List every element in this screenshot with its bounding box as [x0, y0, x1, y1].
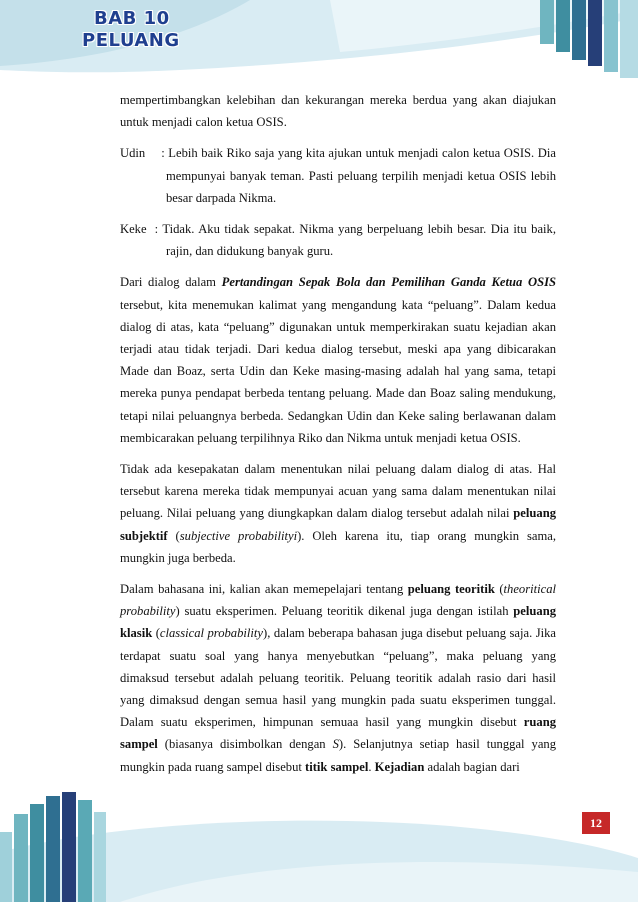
document-body — [120, 89, 556, 778]
chapter-number: BAB 10 — [94, 8, 170, 29]
paragraph-subjective: Tidak ada kesepakatan dalam menentukan nilai peluang dalam dialog di atas. Hal tersebut karena mereka tidak mempunyai acuan yang sama dalam menentukan nilai peluang. Nilai peluang yang diungkapkan dalam dialog tersebut adalah nilai peluang subjektif (subjective probabilityi). Oleh karena itu, tiap orang mungkin sama, mungkin juga berbeda. — [120, 462, 556, 565]
page-number: 12 — [582, 812, 610, 834]
dialog-keke: Keke : Tidak. Aku tidak sepakat. Nikma yang berpeluang lebih besar. Dia itu baik, rajin, dan didukung banyak guru. — [120, 222, 556, 259]
chapter-name: PELUANG — [82, 30, 180, 51]
term-peluang-teoritik: peluang teoritik — [407, 582, 495, 597]
term-peluang-klasik: peluang klasik — [120, 604, 556, 641]
dialog-keke-text: Tidak. Aku tidak sepakat. Nikma yang berpeluang lebih besar. Dia itu baik, rajin, dan didukung banyak guru. — [162, 222, 556, 259]
term-titik-sampel: titik sampel — [305, 759, 369, 774]
term-peluang-subjektif: peluang subjektif — [120, 506, 556, 543]
paragraph-intro: mempertimbangkan kelebihan dan kekurangan mereka berdua yang akan diajukan untuk menjadi calon ketua OSIS. — [120, 93, 556, 130]
dialog-udin: Udin : Lebih baik Riko saja yang kita ajukan untuk menjadi calon ketua OSIS. Dia mempunyai banyak teman. Pasti peluang terpilih menjadi ketua OSIS lebih besar darpada Nikma. — [120, 146, 556, 205]
term-ruang-sampel: ruang sampel — [120, 715, 556, 752]
dialog-title-emphasis: Pertandingan Sepak Bola dan Pemilihan Ganda Ketua OSIS — [221, 275, 556, 290]
paragraph-theoretical: Dalam bahasana ini, kalian akan memepelajari tentang peluang teoritik (theoritical probability) suatu eksperimen. Peluang teoritik dikenal juga dengan istilah peluang klasik (classical probability), dalam beberapa bahasan juga disebut peluang saja. Jika terdapat suatu soal yang hanya menyebutkan “peluang”, maka peluang yang dimaksud tersebut adalah peluang teoritik. Peluang teoritik adalah rasio dari hasil yang dimaksud dengan semua hasil yang mungkin pada suatu eksperimen tunggal. Dalam suatu eksperimen, himpunan semuaa hasil yang mungkin disebut ruang sampel (biasanya disimbolkan dengan S). Selanjutnya setiap hasil tunggal yang mungkin pada ruang sampel disebut titik sampel. Kejadian adalah bagian dari — [120, 582, 557, 774]
dialog-udin-text: Lebih baik Riko saja yang kita ajukan untuk menjadi calon ketua OSIS. Dia mempunyai banyak teman. Pasti peluang terpilih menjadi ketua OSIS lebih besar darpada Nikma. — [166, 146, 556, 205]
term-kejadian: Kejadian — [374, 759, 425, 774]
speaker-keke: Keke — [120, 222, 147, 237]
chapter-title — [82, 10, 180, 50]
speaker-udin: Udin — [120, 146, 146, 161]
paragraph-dialog-analysis: Dari dialog dalam Pertandingan Sepak Bola dan Pemilihan Ganda Ketua OSIS tersebut, kita menemukan kalimat yang mengandung kata “peluang”. Dalam kedua dialog di atas, kata “peluang” digunakan untuk memperkirakan suatu kejadian akan terjadi atau tidak terjadi. Dari kedua dialog tersebut, meski apa yang dibicarakan Made dan Boaz, serta Udin dan Keke masing-masing adalah hal yang sama, tetapi mereka punya pendapat berbeda tentang peluang. Made dan Boaz saling mendukung, tetapi nilai peluangnya berbeda. Sedangkan Udin dan Keke saling berlawanan dalam membicarakan peluang terpilihnya Riko dan Nikma untuk menjadi ketua OSIS. — [120, 275, 556, 445]
footer-decoration — [0, 792, 638, 902]
